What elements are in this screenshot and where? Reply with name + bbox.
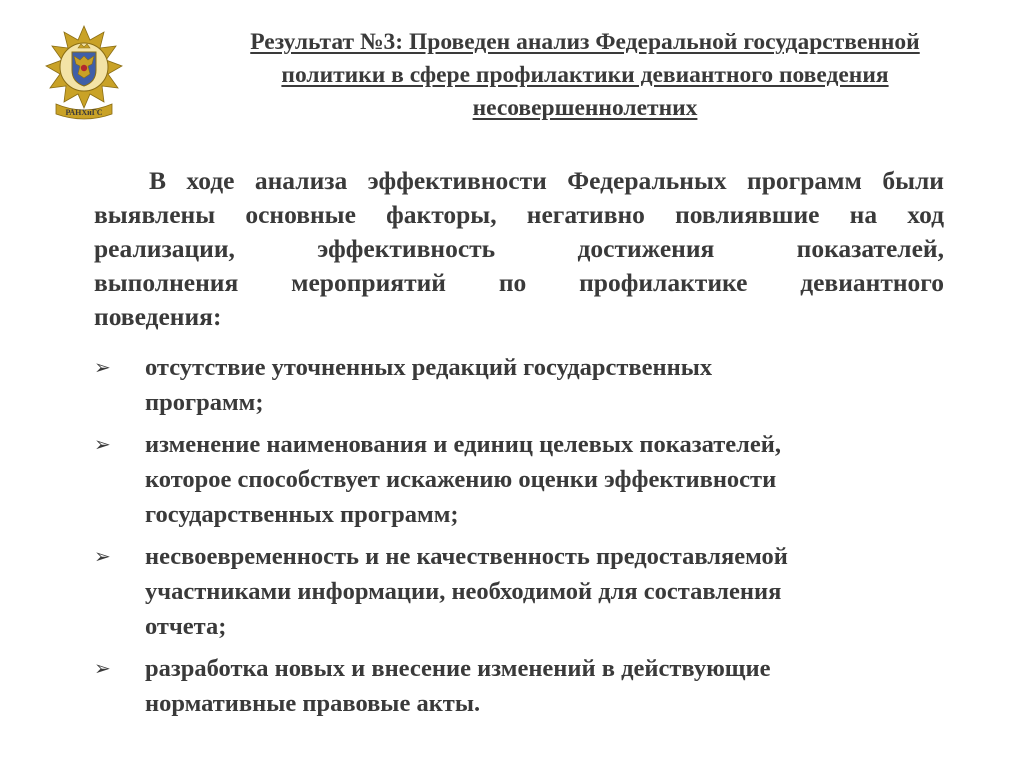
title-line: несовершеннолетних bbox=[472, 95, 698, 121]
intro-line: выявлены основные факторы, негативно повлиявшие на ход bbox=[94, 200, 944, 229]
title-line: Результат №3: Проведен анализ Федеральной государственной bbox=[250, 29, 920, 55]
arrow-bullet-icon: ➢ bbox=[94, 656, 111, 680]
list-item bbox=[94, 539, 944, 644]
list-item bbox=[94, 651, 944, 721]
intro-line: В ходе анализа эффективности Федеральных программ были bbox=[149, 166, 944, 195]
list-item-line: несвоевременность и не качественность предоставляемой bbox=[145, 543, 788, 570]
list-item-line: участниками информации, необходимой для составления bbox=[145, 578, 782, 605]
arrow-bullet-icon: ➢ bbox=[94, 355, 111, 379]
list-item-line: нормативные правовые акты. bbox=[145, 690, 481, 717]
factor-list bbox=[94, 350, 944, 728]
list-item-line: государственных программ; bbox=[145, 501, 459, 528]
list-item bbox=[94, 427, 944, 532]
list-item-line: отчета; bbox=[145, 613, 227, 640]
slide-title bbox=[150, 26, 1020, 125]
list-item-line: разработка новых и внесение изменений в действующие bbox=[145, 655, 771, 682]
list-item bbox=[94, 350, 944, 420]
list-item-line: которое способствует искажению оценки эффективности bbox=[145, 466, 777, 493]
list-item-line: программ; bbox=[145, 389, 264, 416]
intro-paragraph bbox=[94, 164, 944, 334]
arrow-bullet-icon: ➢ bbox=[94, 432, 111, 456]
intro-line: выполнения мероприятий по профилактике девиантного bbox=[94, 268, 944, 297]
list-item-line: изменение наименования и единиц целевых показателей, bbox=[145, 431, 782, 458]
intro-line: реализации, эффективность достижения показателей, bbox=[94, 234, 944, 263]
ranepa-emblem-icon bbox=[38, 22, 130, 124]
intro-line: поведения: bbox=[94, 302, 222, 331]
logo-label: РАНХиГС bbox=[65, 108, 103, 117]
title-line: политики в сфере профилактики девиантного поведения bbox=[281, 62, 889, 88]
arrow-bullet-icon: ➢ bbox=[94, 544, 111, 568]
list-item-line: отсутствие уточненных редакций государственных bbox=[145, 354, 713, 381]
